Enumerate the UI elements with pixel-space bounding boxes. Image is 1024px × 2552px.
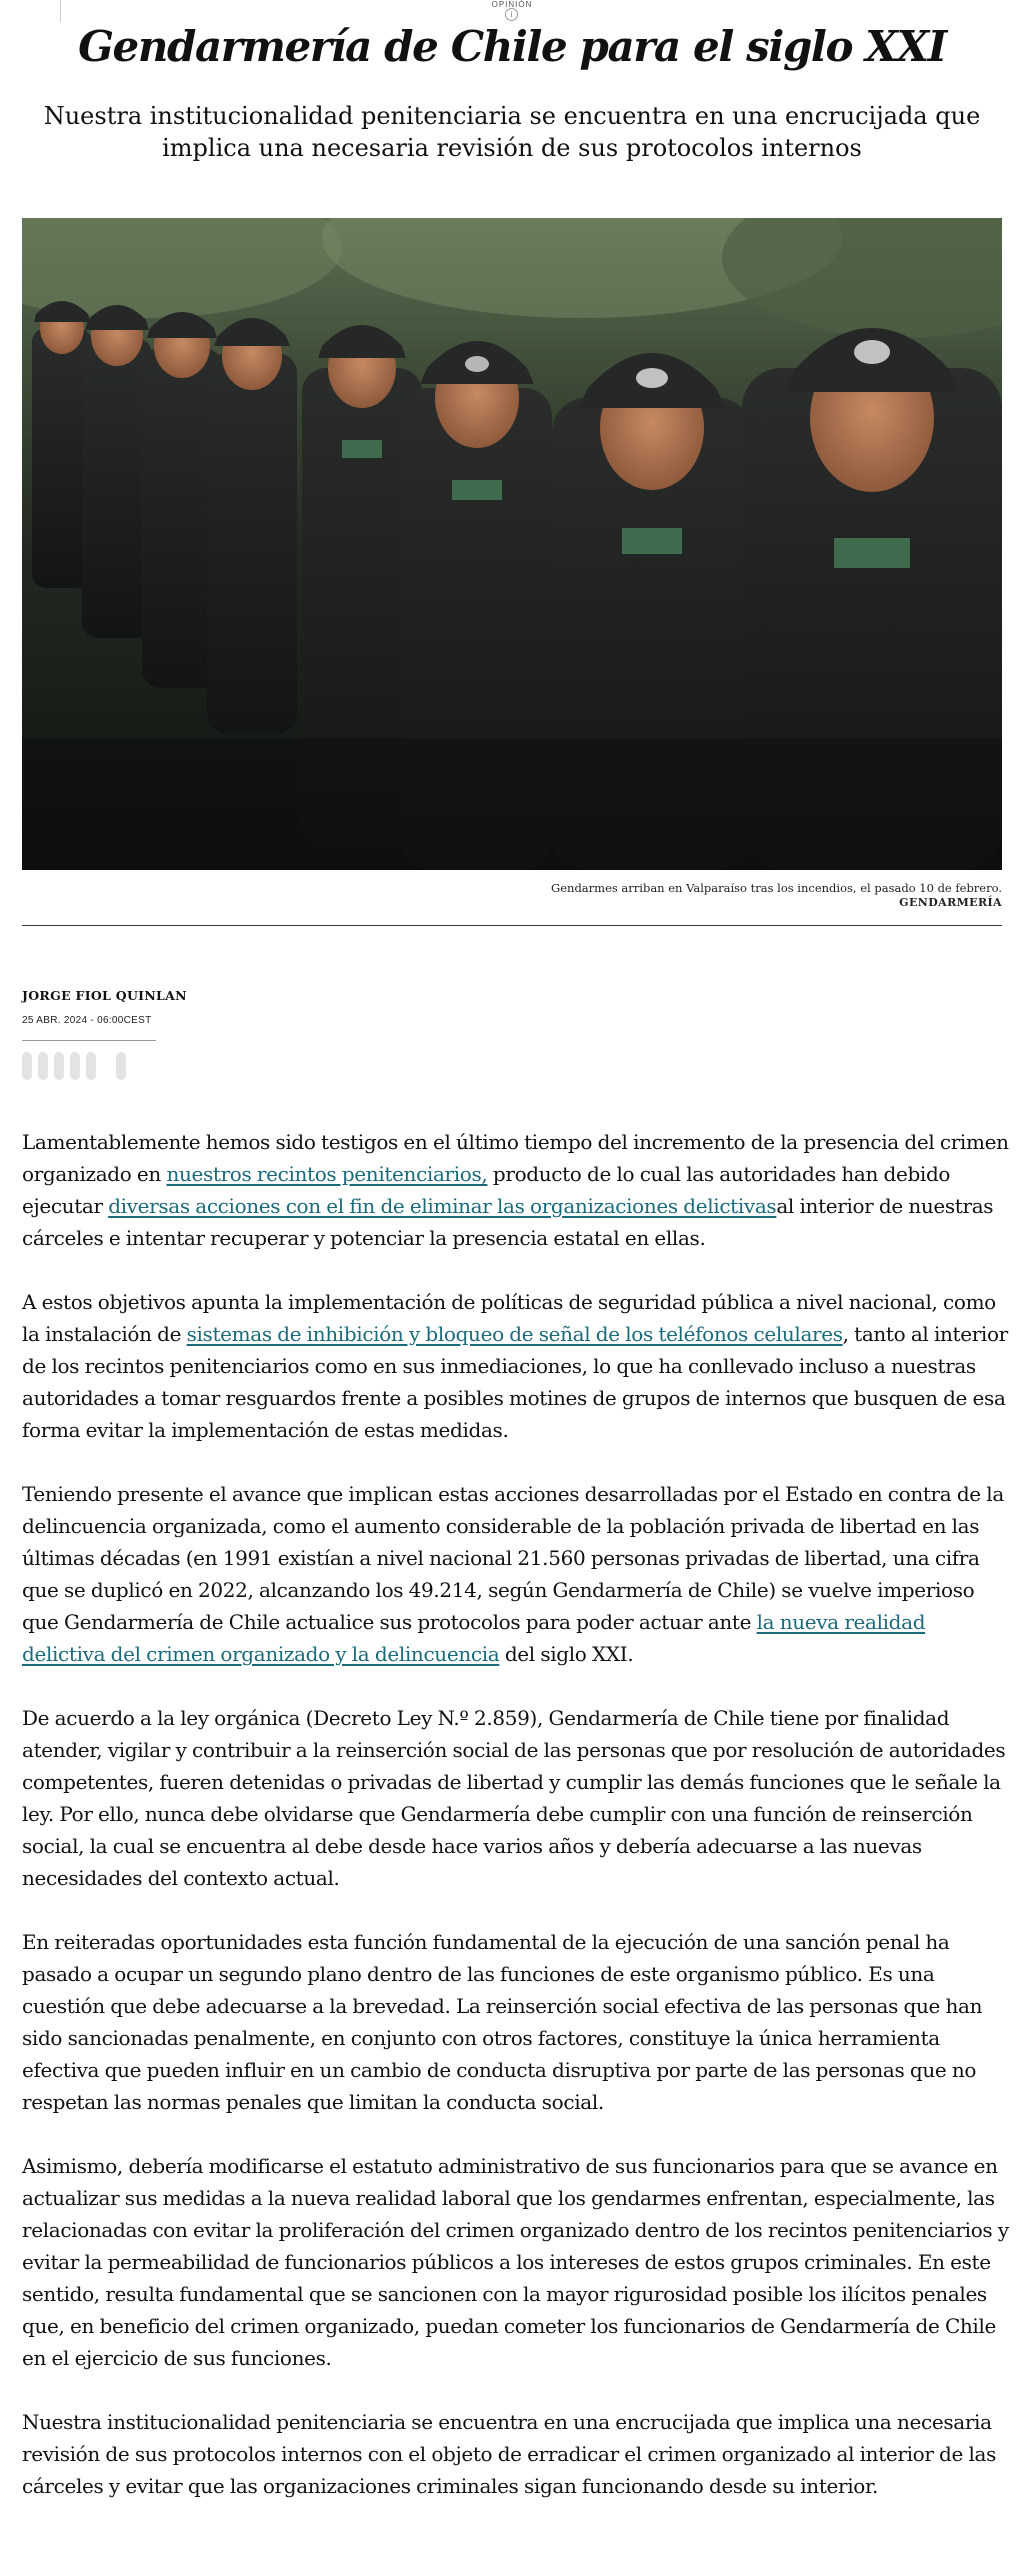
- link-inhibicion-senal[interactable]: sistemas de inhibición y bloqueo de señal de los teléfonos celulares: [186, 1322, 843, 1346]
- paragraph-2: A estos objetivos apunta la implementación de políticas de seguridad pública a nivel nacional, como la instalación de sistemas de inhibición y bloqueo de señal de los teléfonos celulares, tanto al interior de los recintos penitenciarios como en sus inmediaciones, lo que ha conllevado incluso a nuestras autoridades a tomar resguardos frente a posibles motines de grupos de internos que busquen de esa forma evitar la implementación de estas medidas.: [22, 1290, 1008, 1442]
- link-nueva-realidad-delictiva[interactable]: la nueva realidad delictiva del crimen organizado y la delincuencia: [22, 1610, 926, 1666]
- publish-date: 25 ABR. 2024 - 06:00CEST: [22, 1015, 152, 1026]
- whatsapp-icon[interactable]: [54, 1052, 64, 1080]
- facebook-icon[interactable]: [22, 1052, 32, 1080]
- link-recintos-penitenciarios[interactable]: nuestros recintos penitenciarios,: [166, 1162, 488, 1186]
- paragraph-6: Asimismo, debería modificarse el estatuto administrativo de sus funcionarios para que se avance en actualizar sus medidas a la nueva realidad laboral que los gendarmes enfrentan, especialmente, las relacionadas con evitar la proliferación del crimen organizado dentro de los recintos penitenciarios y evitar la permeabilidad de funcionarios públicos a los intereses de estos grupos criminales. En este sentido, resulta fundamental que se sancionen con la mayor rigurosidad posible los ilícitos penales que, en beneficio del crimen organizado, puedan cometer los funcionarios de Gendarmería de Chile en el ejercicio de sus funciones.: [22, 2154, 1009, 2370]
- author-byline[interactable]: JORGE FIOL QUINLAN: [22, 988, 187, 1003]
- share-toolbar: [22, 1052, 126, 1080]
- paragraph-4: De acuerdo a la ley orgánica (Decreto Ley N.º 2.859), Gendarmería de Chile tiene por finalidad atender, vigilar y contribuir a la reinserción social de las personas que por resolución de autoridades competentes, fueren detenidas o privadas de libertad y cumplir las demás funciones que le señale la ley. Por ello, nunca debe olvidarse que Gendarmería debe cumplir con una función de reinserción social, la cual se encuentra al debe desde hace varios años y debería adecuarse a las nuevas necesidades del contexto actual.: [22, 1706, 1006, 1890]
- paragraph-3: Teniendo presente el avance que implican estas acciones desarrolladas por el Estado en contra de la delincuencia organizada, como el aumento considerable de la población privada de libertad en las últimas décadas (en 1991 existían a nivel nacional 21.560 personas privadas de libertad, una cifra que se duplicó en 2022, alcanzando los 49.214, según Gendarmería de Chile) se vuelve imperioso que Gendarmería de Chile actualice sus protocolos para poder actuar ante la nueva realidad delictiva del crimen organizado y la delincuencia del siglo XXI.: [22, 1482, 1004, 1666]
- paragraph-1: Lamentablemente hemos sido testigos en el último tiempo del incremento de la presencia del crimen organizado en nuestros recintos penitenciarios, producto de lo cual las autoridades han debido ejecutar diversas acciones con el fin de eliminar las organizaciones delictivasal interior de nuestras cárceles e intentar recuperar y potenciar la presencia estatal en ellas.: [22, 1130, 1009, 1250]
- hero-photo: [22, 218, 1002, 870]
- gendarmes-marching-illustration: [22, 218, 1002, 870]
- paragraph-7: Nuestra institucionalidad penitenciaria se encuentra en una encrucijada que implica una necesaria revisión de sus protocolos internos con el objeto de erradicar el crimen organizado al interior de las cárceles y evitar que las organizaciones criminales sigan funcionando desde su interior.: [22, 2410, 997, 2498]
- copy-link-icon[interactable]: [86, 1052, 96, 1080]
- photo-credit: GENDARMERÍA: [899, 896, 1002, 909]
- caption-divider: [22, 925, 1002, 926]
- comments-icon[interactable]: [116, 1052, 126, 1080]
- twitter-icon[interactable]: [38, 1052, 48, 1080]
- info-icon[interactable]: i: [505, 8, 518, 21]
- article-body: [22, 1126, 1012, 2534]
- date-divider: [22, 1040, 156, 1041]
- article-subhead: Nuestra institucionalidad penitenciaria se encuentra en una encrucijada que implica una necesaria revisión de sus protocolos internos: [43, 102, 981, 162]
- paragraph-5: En reiteradas oportunidades esta función fundamental de la ejecución de una sanción penal ha pasado a ocupar un segundo plano dentro de las funciones de este organismo público. Es una cuestión que debe adecuarse a la brevedad. La reinserción social efectiva de las personas que han sido sancionadas penalmente, en conjunto con otros factores, constituye la única herramienta efectiva que pueden influir en un cambio de conducta disruptiva por parte de las personas que no respetan las normas penales que limitan la conducta social.: [22, 1930, 983, 2114]
- email-icon[interactable]: [70, 1052, 80, 1080]
- section-kicker[interactable]: OPINIÓN: [491, 0, 533, 9]
- link-acciones-organizaciones[interactable]: diversas acciones con el fin de eliminar las organizaciones delictivas: [108, 1194, 777, 1218]
- photo-caption: Gendarmes arriban en Valparaíso tras los incendios, el pasado 10 de febrero.: [551, 881, 1002, 895]
- article-headline: Gendarmería de Chile para el siglo XXI: [78, 22, 946, 71]
